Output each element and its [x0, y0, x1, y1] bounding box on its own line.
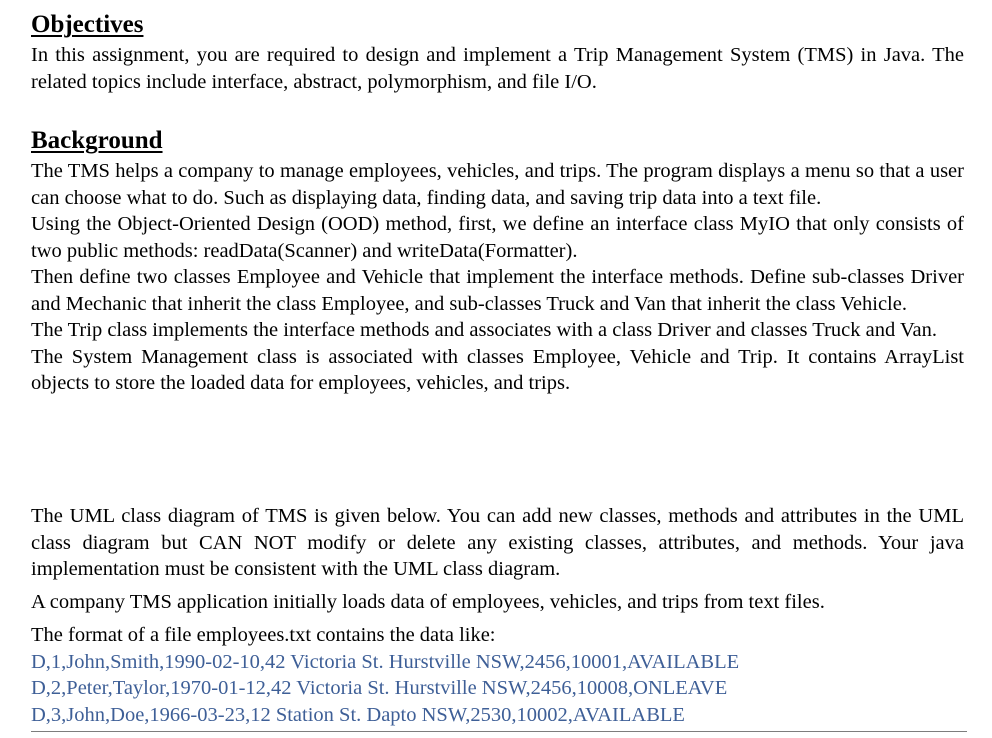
objectives-paragraph: In this assignment, you are required to design and implement a Trip Management System (TMS) in Java. The related topics include interface, abstract, polymorphism, and file I/O. — [31, 44, 964, 93]
sample-data-line-1: D,1,John,Smith,1990-02-10,42 Victoria St. Hurstville NSW,2456,10001,AVAILABLE — [31, 650, 740, 673]
footer-divider — [31, 731, 967, 732]
sample-data-line-3: D,3,John,Doe,1966-03-23,12 Station St. Dapto NSW,2530,10002,AVAILABLE — [31, 703, 685, 726]
company-section — [31, 589, 964, 616]
background-paragraph-4: The Trip class implements the interface methods and associates with a class Driver and classes Truck and Van. — [31, 319, 937, 341]
uml-paragraph: The UML class diagram of TMS is given below. You can add new classes, methods and attributes in the UML class diagram but CAN NOT modify or delete any existing classes, attributes, and methods. Your java implementation must be consistent with the UML class diagram. — [31, 505, 964, 580]
background-paragraph-2: Using the Object-Oriented Design (OOD) method, first, we define an interface class MyIO that only consists of two public methods: readData(Scanner) and writeData(Formatter). — [31, 213, 964, 262]
company-paragraph: A company TMS application initially loads data of employees, vehicles, and trips from text files. — [31, 591, 825, 613]
sample-data-line-2: D,2,Peter,Taylor,1970-01-12,42 Victoria St. Hurstville NSW,2456,10008,ONLEAVE — [31, 677, 728, 699]
background-paragraph-5: The System Management class is associated with classes Employee, Vehicle and Trip. It contains ArrayList objects to store the loaded data for employees, vehicles, and trips. — [31, 345, 964, 394]
objectives-heading: Objectives — [31, 11, 144, 38]
background-paragraph-3: Then define two classes Employee and Vehicle that implement the interface methods. Define sub-classes Driver and Mechanic that inherit the class Employee, and sub-classes Truck and Van that inherit the class Vehicle. — [31, 266, 964, 315]
file-format-section — [31, 622, 964, 728]
file-format-intro: The format of a file employees.txt contains the data like: — [31, 624, 496, 646]
uml-section — [31, 503, 964, 583]
objectives-section — [31, 42, 964, 95]
background-heading: Background — [31, 127, 163, 154]
background-section — [31, 158, 964, 397]
background-paragraph-1: The TMS helps a company to manage employees, vehicles, and trips. The program displays a menu so that a user can choose what to do. Such as displaying data, finding data, and saving trip data into a text file. — [31, 160, 964, 209]
